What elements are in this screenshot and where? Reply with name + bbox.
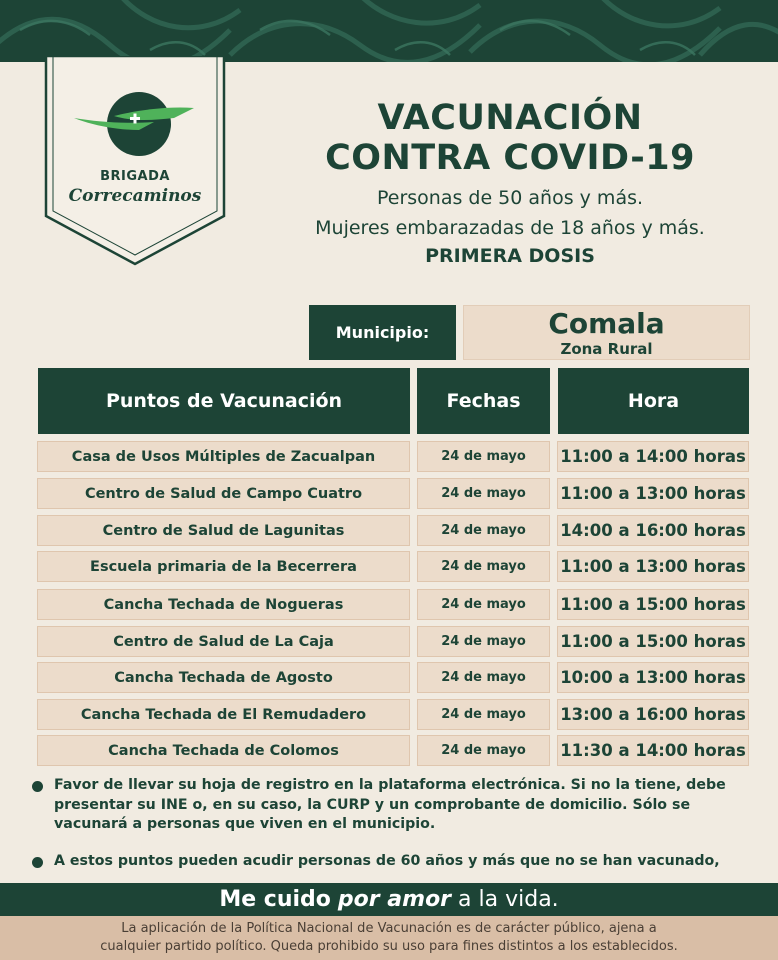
row-date: 24 de mayo — [417, 589, 550, 620]
municipio-zone: Zona Rural — [560, 340, 653, 358]
shield-badge-icon — [44, 56, 226, 266]
title-line-1: VACUNACIÓN — [377, 98, 643, 138]
badge-brigada-text: BRIGADA — [100, 169, 170, 184]
slogan-part-2: por amor — [337, 887, 452, 912]
row-location: Centro de Salud de Lagunitas — [37, 515, 410, 546]
bullet-icon — [32, 857, 43, 868]
slogan-bar — [0, 883, 778, 916]
note-registration — [32, 776, 762, 835]
legal-line-2: cualquier partido político. Queda prohibido su uso para fines distintos a los establecidos. — [100, 939, 678, 954]
table-row — [0, 515, 778, 547]
row-time: 11:00 a 13:00 horas — [557, 478, 749, 509]
title-block — [280, 98, 740, 270]
row-time: 11:00 a 14:00 horas — [557, 441, 749, 472]
municipio-name: Comala — [548, 307, 665, 340]
row-date: 24 de mayo — [417, 699, 550, 730]
legal-line-1: La aplicación de la Política Nacional de Vacunación es de carácter público, ajena a — [121, 921, 657, 936]
row-date: 24 de mayo — [417, 626, 550, 657]
subtitle-pregnant: Mujeres embarazadas de 18 años y más. — [315, 217, 705, 239]
dose-label: PRIMERA DOSIS — [425, 245, 595, 267]
row-time: 10:00 a 13:00 horas — [557, 662, 749, 693]
ornament-pattern-icon — [0, 0, 778, 62]
note-registration-text: Favor de llevar su hoja de registro en la plataforma electrónica. Si no la tiene, debe presentar su INE o, en su caso, la CURP y un comprobante de domicilio. Sólo se vacunará a personas que viven en el municipio. — [54, 777, 726, 832]
row-time: 14:00 a 16:00 horas — [557, 515, 749, 546]
row-location: Cancha Techada de Agosto — [37, 662, 410, 693]
slogan-part-1: Me cuido — [219, 887, 331, 912]
row-date: 24 de mayo — [417, 662, 550, 693]
subtitle-age: Personas de 50 años y más. — [376, 187, 644, 209]
note-age — [32, 852, 762, 872]
table-row — [0, 699, 778, 731]
table-row — [0, 589, 778, 621]
table-row — [0, 626, 778, 658]
row-location: Casa de Usos Múltiples de Zacualpan — [37, 441, 410, 472]
table-row — [0, 551, 778, 583]
table-row — [0, 441, 778, 473]
row-date: 24 de mayo — [417, 735, 550, 766]
row-date: 24 de mayo — [417, 515, 550, 546]
row-time: 11:00 a 15:00 horas — [557, 589, 749, 620]
badge-correcaminos-text: Correcaminos — [68, 186, 202, 206]
row-time: 11:00 a 15:00 horas — [557, 626, 749, 657]
row-date: 24 de mayo — [417, 551, 550, 582]
table-header-dates: Fechas — [417, 368, 550, 434]
bullet-icon — [32, 781, 43, 792]
title-line-2: CONTRA COVID-19 — [325, 138, 695, 178]
legal-disclaimer — [0, 916, 778, 960]
row-time: 11:30 a 14:00 horas — [557, 735, 749, 766]
row-location: Centro de Salud de Campo Cuatro — [37, 478, 410, 509]
row-location: Escuela primaria de la Becerrera — [37, 551, 410, 582]
top-decorative-band — [0, 0, 778, 62]
row-time: 13:00 a 16:00 horas — [557, 699, 749, 730]
table-row — [0, 662, 778, 694]
slogan-part-3: a la vida. — [458, 887, 559, 912]
municipio-value-box — [463, 305, 750, 360]
row-location: Cancha Techada de El Remudadero — [37, 699, 410, 730]
row-time: 11:00 a 13:00 horas — [557, 551, 749, 582]
row-date: 24 de mayo — [417, 478, 550, 509]
brigada-correcaminos-badge — [44, 56, 226, 266]
municipio-label: Municipio: — [309, 305, 456, 360]
table-header-location: Puntos de Vacunación — [38, 368, 410, 434]
row-date: 24 de mayo — [417, 441, 550, 472]
row-location: Cancha Techada de Nogueras — [37, 589, 410, 620]
row-location: Centro de Salud de La Caja — [37, 626, 410, 657]
table-header-time: Hora — [558, 368, 749, 434]
table-row — [0, 735, 778, 767]
row-location: Cancha Techada de Colomos — [37, 735, 410, 766]
table-row — [0, 478, 778, 510]
note-age-text: A estos puntos pueden acudir personas de 60 años y más que no se han vacunado, — [54, 853, 720, 869]
